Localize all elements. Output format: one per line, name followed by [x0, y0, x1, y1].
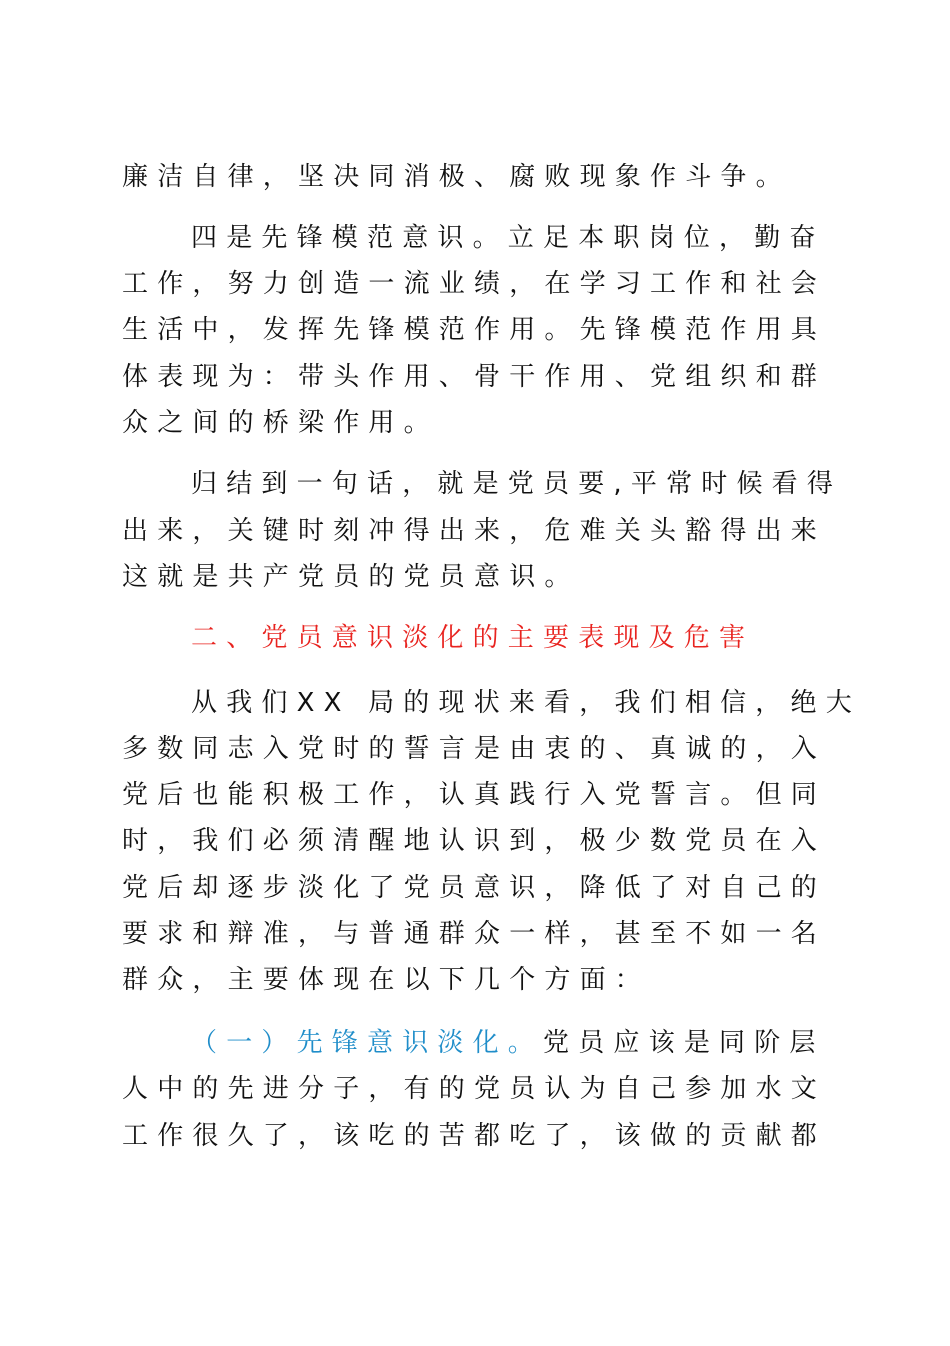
body-text-line: 众之间的桥梁作用。: [122, 408, 439, 438]
body-text-line: 生活中，发挥先锋模范作用。先锋模范作用具: [122, 315, 827, 345]
paragraph-start-line: 四是先锋模范意识。立足本职岗位，勤奋: [191, 223, 825, 253]
body-text-line: 时，我们必须清醒地认识到，极少数党员在入: [122, 826, 827, 856]
body-text-line: 党后也能积极工作，认真践行入党誓言。但同: [122, 780, 827, 810]
body-text-line: 工作很久了，该吃的苦都吃了，该做的贡献都: [122, 1121, 827, 1151]
body-text-line: 党后却逐步淡化了党员意识，降低了对自己的: [122, 873, 827, 903]
body-text-line: 要求和辩准，与普通群众一样，甚至不如一名: [122, 919, 827, 949]
body-text-line: 廉洁自律，坚决同消极、腐败现象作斗争。: [122, 162, 791, 192]
body-text-line: 出来，关键时刻冲得出来，危难关头豁得出来: [122, 516, 827, 546]
body-text-line: 人中的先进分子，有的党员认为自己参加水文: [122, 1074, 827, 1104]
body-text-line: 这就是共产党员的党员意识。: [122, 562, 580, 592]
body-text-line: 体表现为：带头作用、骨干作用、党组织和群: [122, 362, 827, 392]
paragraph-start-line: 从我们XX 局的现状来看，我们相信，绝大: [191, 688, 861, 718]
paragraph-start-line: [191, 1026, 825, 1060]
body-text-line: 多数同志入党时的誓言是由衷的、真诚的，入: [122, 734, 827, 764]
body-text-line: 群众，主要体现在以下几个方面：: [122, 965, 651, 995]
body-text-line: 工作，努力创造一流业绩，在学习工作和社会: [122, 269, 827, 299]
section-heading: 二、党员意识淡化的主要表现及危害: [191, 623, 755, 653]
subheading: （一）先锋意识淡化。: [191, 1028, 544, 1058]
paragraph-text: 党员应该是同阶层: [543, 1028, 825, 1058]
paragraph-start-line: 归结到一句话，就是党员要,平常时候看得: [191, 469, 843, 499]
